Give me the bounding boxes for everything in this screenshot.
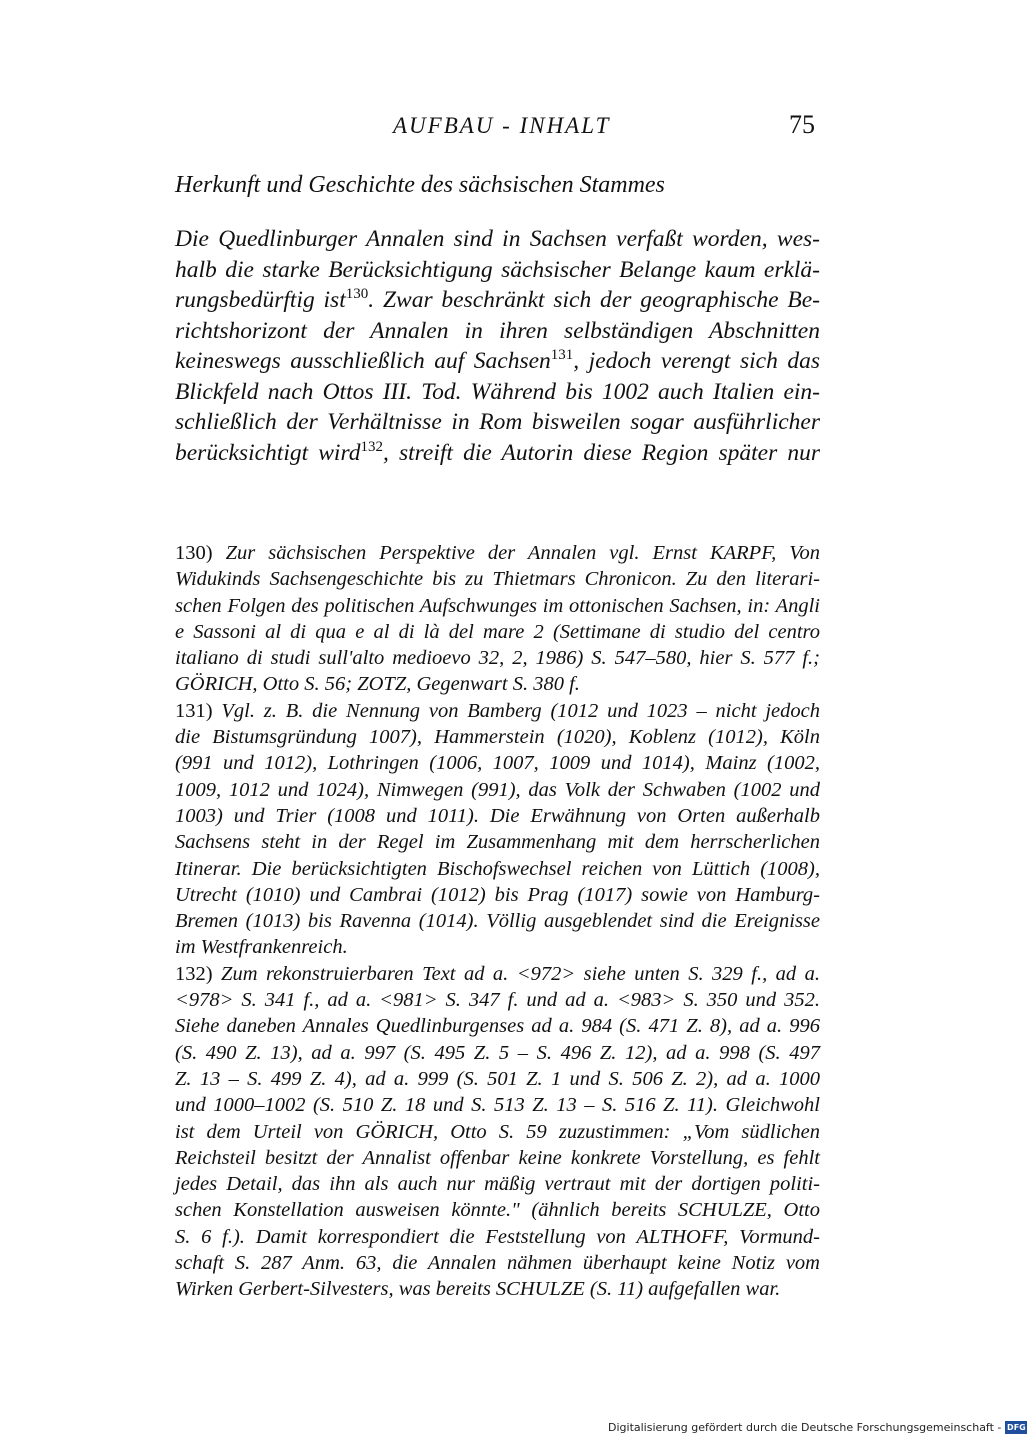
body-paragraph	[175, 224, 820, 468]
footnote-line	[175, 856, 820, 882]
footnote-text: (S. 490 Z. 13), ad a. 997 (S. 495 Z. 5 – S. 496 Z. 12), ad a. 998 (S. 497	[175, 1041, 820, 1064]
footnote-text: 1009, 1012 und 1024), Nimwegen (991), das Volk der Schwaben (1002 und	[175, 778, 820, 801]
footnote-text: <978> S. 341 f., ad a. <981> S. 347 f. und ad a. <983> S. 350 und 352.	[175, 989, 820, 1012]
footnote-number: 132)	[175, 962, 213, 985]
footnote-text: Bremen (1013) bis Ravenna (1014). Völlig ausgeblendet sind die Ereignisse	[175, 910, 820, 933]
body-line	[175, 285, 820, 316]
footnote-text: die Bistumsgründung 1007), Hammerstein (1020), Koblenz (1012), Köln	[175, 726, 820, 749]
footnote-line	[175, 882, 820, 908]
footnote-line	[175, 671, 820, 697]
body-line-text: Die Quedlinburger Annalen sind in Sachsen verfaßt worden, wes-	[175, 226, 820, 252]
footnote-line	[175, 908, 820, 934]
footnote-text: Zum rekonstruierbaren Text ad a. <972> siehe unten S. 329 f., ad a.	[221, 962, 820, 985]
footnote-line	[175, 750, 820, 776]
body-line	[175, 346, 820, 377]
footnote-text: schaft S. 287 Anm. 63, die Annalen nähmen überhaupt keine Notiz vom	[175, 1252, 820, 1275]
footnote-line	[175, 934, 820, 960]
footnote-line	[175, 829, 820, 855]
footnote-text: Siehe daneben Annales Quedlinburgenses ad a. 984 (S. 471 Z. 8), ad a. 996	[175, 1015, 820, 1038]
footnote-text: GÖRICH, Otto S. 56; ZOTZ, Gegenwart S. 380 f.	[175, 673, 580, 696]
footnote-text: e Sassoni al di qua e al di là del mare 2 (Settimane di studio del centro	[175, 620, 820, 643]
footnote-text: schen Folgen des politischen Aufschwunges im ottonischen Sachsen, in: Angli	[175, 594, 820, 617]
footnote-line	[175, 987, 820, 1013]
body-line	[175, 316, 820, 347]
footnote-line	[175, 1092, 820, 1118]
body-line-tail: , jedoch verengt sich das	[573, 348, 820, 374]
footnote-line	[175, 1224, 820, 1250]
footnote-text: 1003) und Trier (1008 und 1011). Die Erwähnung von Orten außerhalb	[175, 804, 820, 827]
body-line	[175, 224, 820, 255]
footnote-text: Itinerar. Die berücksichtigten Bischofswechsel reichen von Lüttich (1008),	[175, 857, 820, 880]
footnote-text: Sachsens steht in der Regel im Zusammenhang mit dem herrscherlichen	[175, 831, 820, 854]
footnote-line	[175, 803, 820, 829]
footnote-line	[175, 777, 820, 803]
footnote-line	[175, 540, 820, 566]
footnote-line	[175, 1040, 820, 1066]
dfg-logo-icon: DFG	[1007, 1422, 1026, 1432]
footnote-line	[175, 566, 820, 592]
body-line-tail: , streift die Autorin diese Region später nur	[382, 439, 820, 466]
body-line-text: rungsbedürftig ist	[175, 287, 346, 313]
body-line	[175, 255, 820, 286]
running-header	[175, 110, 815, 147]
body-line-tail: . Zwar beschränkt sich der geographische Be-	[368, 287, 820, 313]
footnote-line	[175, 1013, 820, 1039]
body-line-text: schließlich der Verhältnisse in Rom bisweilen sogar ausführlicher	[175, 409, 820, 435]
section-heading: Herkunft und Geschichte des sächsischen Stammes	[175, 172, 665, 198]
footnote-line	[175, 961, 820, 987]
body-line-text: berücksichtigt wird	[175, 439, 361, 466]
footnote-text: Vgl. z. B. die Nennung von Bamberg (1012 und 1023 – nicht jedoch	[221, 699, 820, 722]
footnote-number: 130)	[175, 542, 213, 564]
footnote-text: italiano di studi sull'alto medioevo 32, 2, 1986) S. 547–580, hier S. 577 f.;	[175, 647, 820, 670]
body-line	[175, 377, 820, 408]
body-line	[175, 438, 820, 469]
footnote-text: Widukinds Sachsengeschichte bis zu Thietmars Chronicon. Zu den literari-	[175, 568, 820, 591]
footnote-line	[175, 1066, 820, 1092]
footnote-line	[175, 1119, 820, 1145]
body-line	[175, 407, 820, 438]
footnote-reference: 131	[550, 347, 574, 363]
footnote-line	[175, 619, 820, 645]
body-line-text: keineswegs ausschließlich auf Sachsen	[175, 348, 551, 374]
page-number: 75	[789, 110, 815, 139]
footnote-number: 131)	[175, 699, 213, 722]
footnote-text: Zur sächsischen Perspektive der Annalen vgl. Ernst KARPF, Von	[225, 542, 821, 564]
body-line-text: richtshorizont der Annalen in ihren selbständigen Abschnitten	[175, 317, 820, 344]
footnote-line	[175, 698, 820, 724]
digitization-footer	[608, 1419, 1027, 1435]
footer-text: Digitalisierung gefördert durch die Deutsche Forschungsgemeinschaft -	[608, 1420, 1002, 1434]
footnote-text: schen Konstellation ausweisen könnte." (ähnlich bereits SCHULZE, Otto	[175, 1199, 820, 1222]
running-title: AUFBAU - INHALT	[393, 113, 611, 138]
footnote-line	[175, 1197, 820, 1223]
footnote-text: ist dem Urteil von GÖRICH, Otto S. 59 zuzustimmen: „Vom südlichen	[175, 1120, 820, 1143]
footnote-text: im Westfrankenreich.	[175, 936, 348, 959]
footnote-line	[175, 1276, 820, 1302]
footnote-text: Reichsteil besitzt der Annalist offenbar keine konkrete Vorstellung, es fehlt	[175, 1146, 820, 1169]
footnote-line	[175, 593, 820, 619]
body-line-text: halb die starke Berücksichtigung sächsischer Belange kaum erklä-	[175, 256, 820, 283]
footnote-text: und 1000–1002 (S. 510 Z. 18 und S. 513 Z. 13 – S. 516 Z. 11). Gleichwohl	[175, 1094, 820, 1117]
footnote-text: S. 6 f.). Damit korrespondiert die Feststellung von ALTHOFF, Vormund-	[175, 1225, 820, 1248]
footnote-text: (991 und 1012), Lothringen (1006, 1007, 1009 und 1014), Mainz (1002,	[175, 752, 820, 775]
footnote-text: Wirken Gerbert-Silvesters, was bereits SCHULZE (S. 11) aufgefallen war.	[175, 1278, 781, 1301]
body-line-text: Blickfeld nach Ottos III. Tod. Während bis 1002 auch Italien ein-	[175, 378, 820, 405]
footnote-line	[175, 645, 820, 671]
footnote-text: Z. 13 – S. 499 Z. 4), ad a. 999 (S. 501 Z. 1 und S. 506 Z. 2), ad a. 1000	[175, 1067, 820, 1090]
footnote-text: Utrecht (1010) und Cambrai (1012) bis Prag (1017) sowie von Hamburg-	[175, 883, 820, 906]
footnote-line	[175, 1145, 820, 1171]
footnote-line	[175, 724, 820, 750]
footnote-line	[175, 1250, 820, 1276]
footnote-reference: 130	[345, 286, 369, 302]
footnotes-section	[175, 540, 820, 1303]
footnote-text: jedes Detail, das ihn als auch nur mäßig vertraut mit der dortigen politi-	[175, 1173, 820, 1196]
footnote-reference: 132	[360, 438, 383, 455]
footnote-line	[175, 1171, 820, 1197]
